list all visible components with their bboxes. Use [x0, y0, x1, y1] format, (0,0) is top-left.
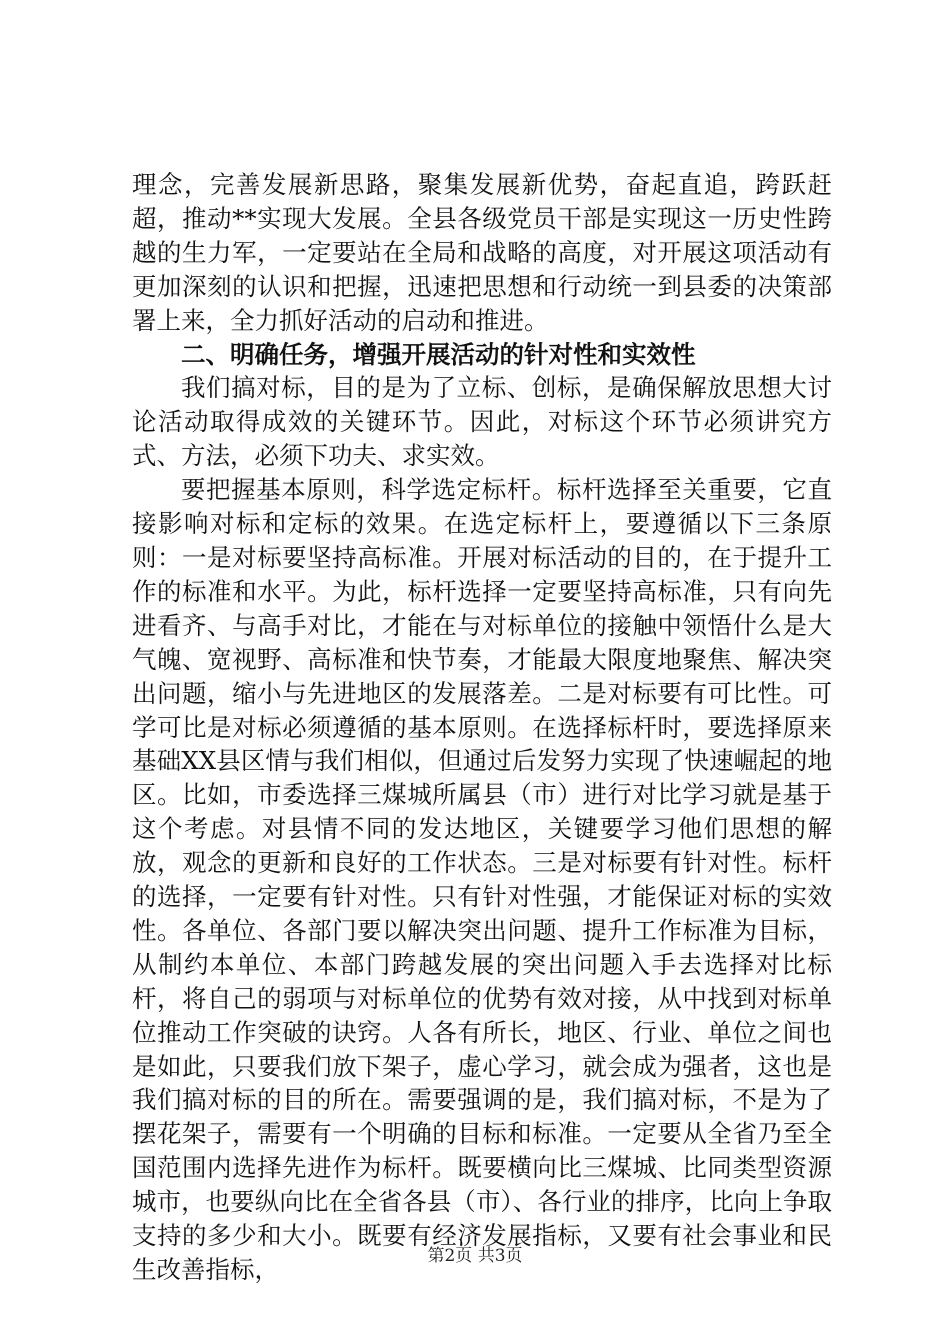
- section-heading: 二、明确任务，增强开展活动的针对性和实效性: [181, 339, 696, 369]
- paragraph-purpose: 我们搞对标，目的是为了立标、创标，是确保解放思想大讨论活动取得成效的关键环节。因此，对标这个环节必须讲究方式、方法，必须下功夫、求实效。: [132, 373, 832, 471]
- paragraph-principles: 要把握基本原则，科学选定标杆。标杆选择至关重要，它直接影响对标和定标的效果。在选定标杆上，要遵循以下三条原则：一是对标要坚持高标准。开展对标活动的目的，在于提升工作的标准和水平。为此，标杆选择一定要坚持高标准，只有向先进看齐、与高手对比，才能在与对标单位的接触中领悟什么是大气魄、宽视野、高标准和快节奏，才能最大限度地聚焦、解决突出问题，缩小与先进地区的发展落差。二是对标要有可比性。可学可比是对标必须遵循的基本原则。在选择标杆时，要选择原来基础XX县区情与我们相似，但通过后发努力实现了快速崛起的地区。比如，市委选择三煤城所属县（市）进行对比学习就是基于这个考虑。对县情不同的发达地区，关键要学习他们思想的解放，观念的更新和良好的工作状态。三是对标要有针对性。标杆的选择，一定要有针对性。只有针对性强，才能保证对标的实效性。各单位、各部门要以解决突出问题、提升工作标准为目标，从制约本单位、本部门跨越发展的突出问题入手去选择对比标杆，将自己的弱项与对标单位的优势有效对接，从中找到对标单位推动工作突破的诀窍。人各有所长，地区、行业、单位之间也是如此，只要我们放下架子，虚心学习，就会成为强者，这也是我们搞对标的目的所在。需要强调的是，我们搞对标，不是为了摆花架子，需要有一个明确的目标和标准。一定要从全省乃至全国范围内选择先进作为标杆。既要横向比三煤城、比同类型资源城市，也要纵向比在全省各县（市）、各行业的排序，比向上争取支持的多少和大小。既要有经济发展指标，又要有社会事业和民生改善指标，: [132, 475, 832, 1284]
- page-footer: [0, 1244, 950, 1268]
- page-number-label: 第2页 共3页: [427, 1246, 523, 1266]
- paragraph-continuation: 理念，完善发展新思路，聚集发展新优势，奋起直追，跨跃赶超，推动**实现大发展。全县各级党员干部是实现这一历史性跨越的生力军，一定要站在全局和战略的高度，对开展这项活动有更加深刻的认识和把握，迅速把思想和行动统一到县委的决策部署上来，全力抓好活动的启动和推进。: [132, 170, 832, 335]
- document-body: [132, 168, 832, 1287]
